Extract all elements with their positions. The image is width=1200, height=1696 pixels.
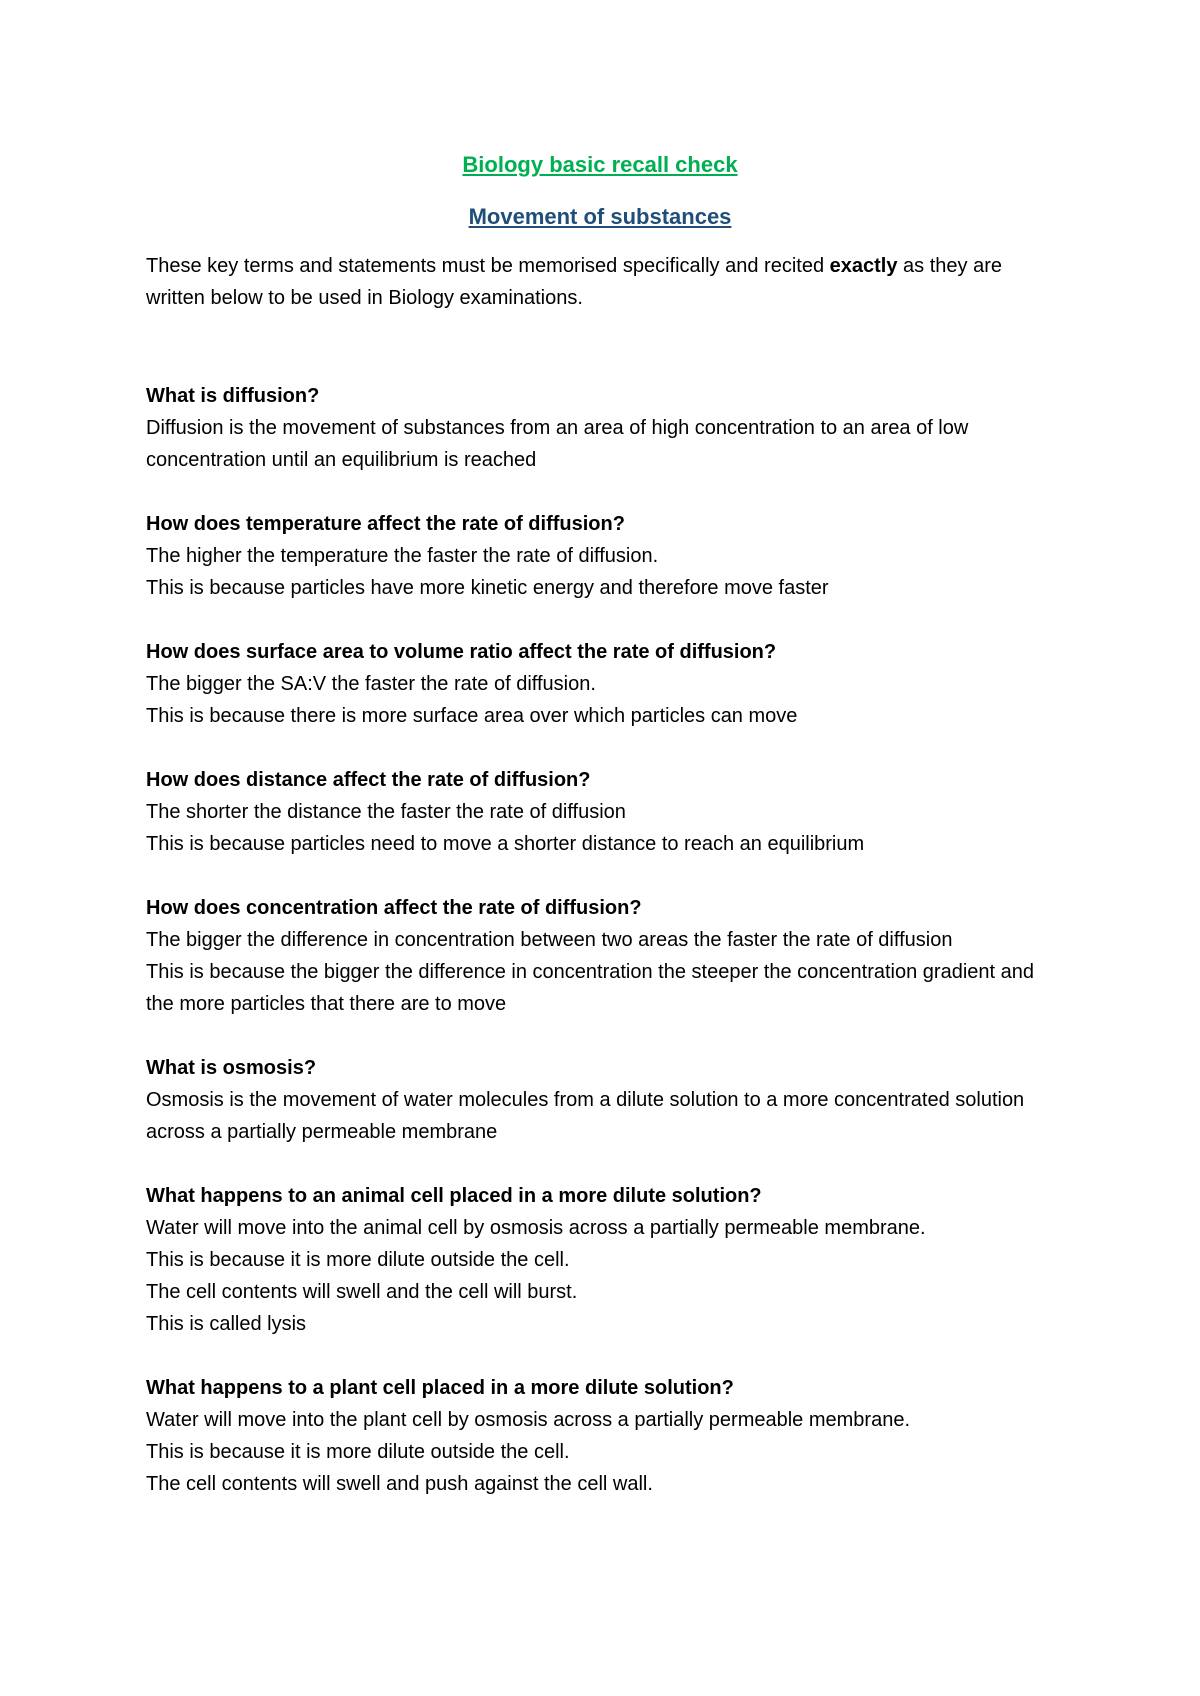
qa-block	[146, 892, 1066, 1020]
qa-block	[146, 764, 1066, 860]
answer-line: This is because it is more dilute outside the cell.	[146, 1441, 570, 1463]
question: How does concentration affect the rate of diffusion?	[146, 897, 642, 919]
answer-line: The higher the temperature the faster the rate of diffusion.	[146, 545, 659, 567]
answer-line: The cell contents will swell and the cell will burst.	[146, 1281, 578, 1303]
qa-block	[146, 1052, 1066, 1148]
qa-block	[146, 508, 1066, 604]
question: What happens to an animal cell placed in a more dilute solution?	[146, 1185, 762, 1207]
answer-line: The bigger the SA:V the faster the rate of diffusion.	[146, 673, 596, 695]
answer-line: This is because the bigger the difference in concentration the steeper the concentration gradient and the more particles that there are to move	[146, 961, 1034, 1015]
qa-block	[146, 1180, 1066, 1340]
question: How does temperature affect the rate of diffusion?	[146, 513, 625, 535]
answer-line: This is because particles have more kinetic energy and therefore move faster	[146, 577, 829, 599]
qa-block	[146, 380, 1066, 476]
answer-line: The cell contents will swell and push against the cell wall.	[146, 1473, 653, 1495]
answer-line: The shorter the distance the faster the rate of diffusion	[146, 801, 626, 823]
answer-line: This is because it is more dilute outside the cell.	[146, 1249, 570, 1271]
question: How does distance affect the rate of diffusion?	[146, 769, 591, 791]
question: What is osmosis?	[146, 1057, 317, 1079]
document-title: Biology basic recall check	[462, 152, 738, 177]
intro-emphasis: exactly	[829, 255, 898, 277]
document-subtitle: Movement of substances	[468, 204, 732, 229]
answer-line: The bigger the difference in concentration between two areas the faster the rate of diffusion	[146, 929, 953, 951]
answer-line: Water will move into the animal cell by osmosis across a partially permeable membrane.	[146, 1217, 926, 1239]
answer-line: This is because particles need to move a shorter distance to reach an equilibrium	[146, 833, 865, 855]
intro-text-before: These key terms and statements must be memorised specifically and recited	[146, 255, 830, 277]
question: How does surface area to volume ratio affect the rate of diffusion?	[146, 641, 777, 663]
intro-paragraph	[146, 250, 1066, 314]
answer-line: Diffusion is the movement of substances from an area of high concentration to an area of low concentration until an equilibrium is reached	[146, 417, 969, 471]
answer-line: This is because there is more surface area over which particles can move	[146, 705, 798, 727]
qa-block	[146, 1372, 1066, 1500]
intro-text-after: as they are written below to be used in Biology examinations.	[146, 255, 1002, 309]
qa-block	[146, 636, 1066, 732]
document-body	[146, 250, 1066, 1532]
answer-line: Water will move into the plant cell by osmosis across a partially permeable membrane.	[146, 1409, 911, 1431]
question: What is diffusion?	[146, 385, 320, 407]
answer-line: Osmosis is the movement of water molecules from a dilute solution to a more concentrated solution across a partially permeable membrane	[146, 1089, 1025, 1143]
answer-line: This is called lysis	[146, 1313, 307, 1335]
question: What happens to a plant cell placed in a more dilute solution?	[146, 1377, 734, 1399]
